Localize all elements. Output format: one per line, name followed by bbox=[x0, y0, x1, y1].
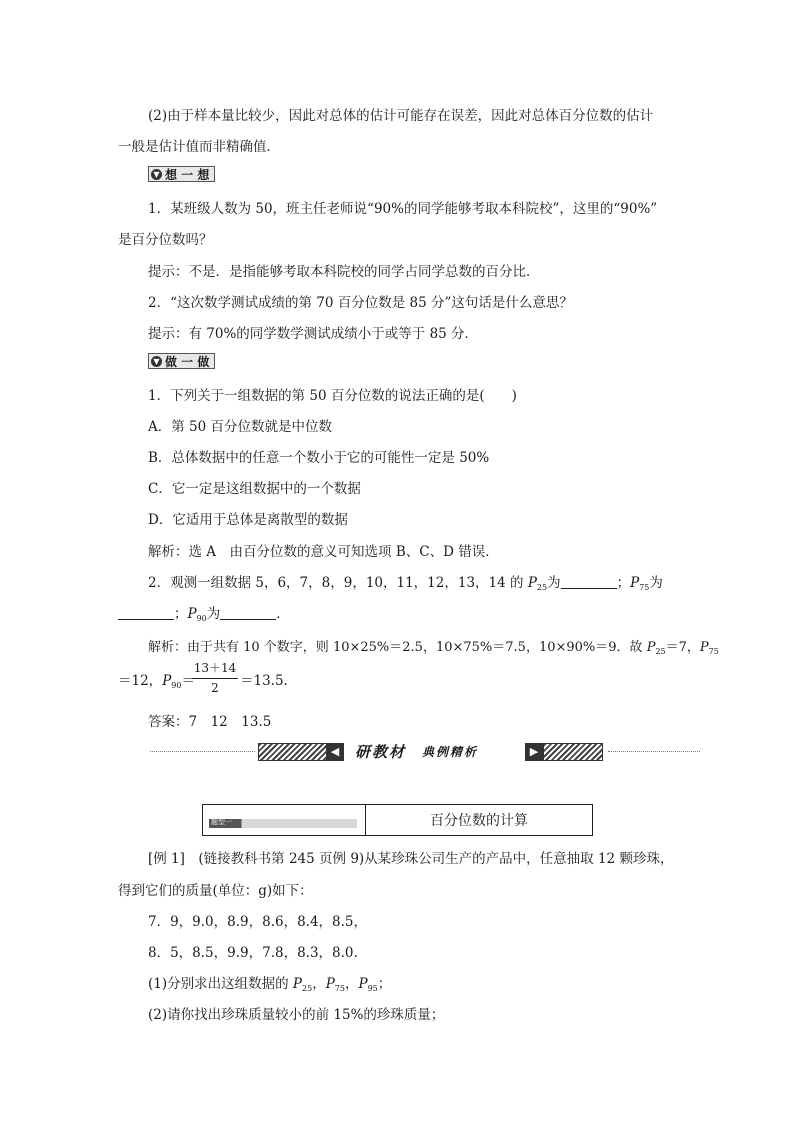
answer-blank-p90[interactable] bbox=[220, 605, 276, 620]
do-q2-line2: ；$P_{90}$为 ． bbox=[118, 602, 290, 623]
do-q2-solution-result: ＝13.5. bbox=[240, 673, 288, 689]
note-line-1: (2)由于样本量比较少，因此对总体的估计可能存在误差，因此对总体百分位数的估计 bbox=[148, 108, 654, 124]
fraction-denominator: 2 bbox=[211, 681, 219, 695]
do-answer: 答案：7 12 13.5 bbox=[148, 714, 272, 730]
banner-dots-right bbox=[608, 751, 700, 752]
fraction bbox=[192, 659, 238, 695]
fraction-numerator: 13＋14 bbox=[193, 661, 237, 675]
do-q2-solution-line1: 解析：由于共有 10 个数字，则 10×25%＝2.5，10×75%＝7.5，10×90%＝9．故 $P_{25}=7$，$P_{75}$ bbox=[148, 640, 719, 656]
think-q2: 2．“这次数学测试成绩的第 70 百分位数是 85 分”这句话是什么意思？ bbox=[148, 295, 573, 311]
do-tag-label: 做 一 做 bbox=[165, 354, 210, 369]
chevron-down-icon: ▼ bbox=[151, 169, 162, 180]
do-tag bbox=[148, 353, 215, 369]
think-q1-hint: 提示：不是．是指能够考取本科院校的同学占同学总数的百分比． bbox=[148, 264, 540, 280]
banner-title: 研教材 bbox=[355, 743, 407, 761]
do-option-a: A．第 50 百分位数就是中位数 bbox=[148, 419, 333, 435]
banner-right-arrow-icon: ▶ bbox=[525, 743, 543, 761]
do-q1: 1．下列关于一组数据的第 50 百分位数的说法正确的是( ) bbox=[148, 388, 517, 404]
chevron-down-icon: ▼ bbox=[151, 356, 162, 367]
think-tag-label: 想 一 想 bbox=[165, 167, 210, 182]
do-option-d: D．它适用于总体是离散型的数据 bbox=[148, 512, 348, 528]
think-q1-line1: 1．某班级人数为 50，班主任老师说“90%的同学能够考取本科院校”，这里的“90%” bbox=[148, 201, 658, 217]
banner-dots-left bbox=[150, 751, 255, 752]
section-tag-strip: 题型一 bbox=[209, 819, 357, 828]
do-q2-line1: 2．观测一组数据 5，6，7，8，9，10，11，12，13，14 的 $P_{25}$为 ；$P_{75}$为 bbox=[148, 575, 663, 592]
example-data-2: 8．5，8.5，9.9，7.8，8.3，8.0. bbox=[148, 945, 358, 961]
note-line-2: 一般是估计值而非精确值． bbox=[118, 139, 280, 155]
banner-ribbon-right bbox=[543, 743, 603, 761]
think-q2-hint: 提示：有 70%的同学数学测试成绩小于或等于 85 分． bbox=[148, 326, 479, 342]
do-q2-solution-line2: ＝12，$P_{90}=$ bbox=[118, 673, 195, 690]
section-heading-box bbox=[202, 804, 593, 836]
do-q1-solution: 解析：选 A 由百分位数的意义可知选项 B、C、D 错误． bbox=[148, 544, 499, 560]
answer-blank-p75[interactable] bbox=[118, 605, 174, 620]
do-q2-text: 2．观测一组数据 5，6，7，8，9，10，11，12，13，14 的 bbox=[148, 575, 528, 591]
example-q1: (1)分别求出这组数据的 $P_{25}$，$P_{75}$，$P_{95}$； bbox=[148, 976, 392, 993]
banner-subtitle: 典例精析 bbox=[422, 745, 479, 759]
think-q1-line2: 是百分位数吗？ bbox=[118, 232, 213, 248]
banner-ribbon-left bbox=[258, 743, 328, 761]
example-data-1: 7．9，9.0，8.9，8.6，8.4，8.5， bbox=[148, 914, 368, 930]
fraction-bar bbox=[192, 678, 238, 679]
section-title: 百分位数的计算 bbox=[430, 813, 528, 829]
example-line-2: 得到它们的质量(单位：g)如下： bbox=[118, 883, 313, 899]
section-banner bbox=[150, 740, 700, 764]
example-q2: (2)请你找出珍珠质量较小的前 15%的珍珠质量； bbox=[148, 1007, 445, 1023]
example-line-1: [例 1] (链接教科书第 245 页例 9)从某珍珠公司生产的产品中，任意抽取 12 颗珍珠， bbox=[148, 851, 674, 867]
answer-blank-p25[interactable] bbox=[561, 574, 617, 589]
section-tag-cell bbox=[203, 805, 366, 835]
banner-left-arrow-icon: ◀ bbox=[326, 743, 344, 761]
think-tag bbox=[148, 166, 215, 182]
do-option-b: B．总体数据中的任意一个数小于它的可能性一定是 50% bbox=[148, 450, 490, 466]
do-option-c: C．它一定是这组数据中的一个数据 bbox=[148, 481, 361, 497]
